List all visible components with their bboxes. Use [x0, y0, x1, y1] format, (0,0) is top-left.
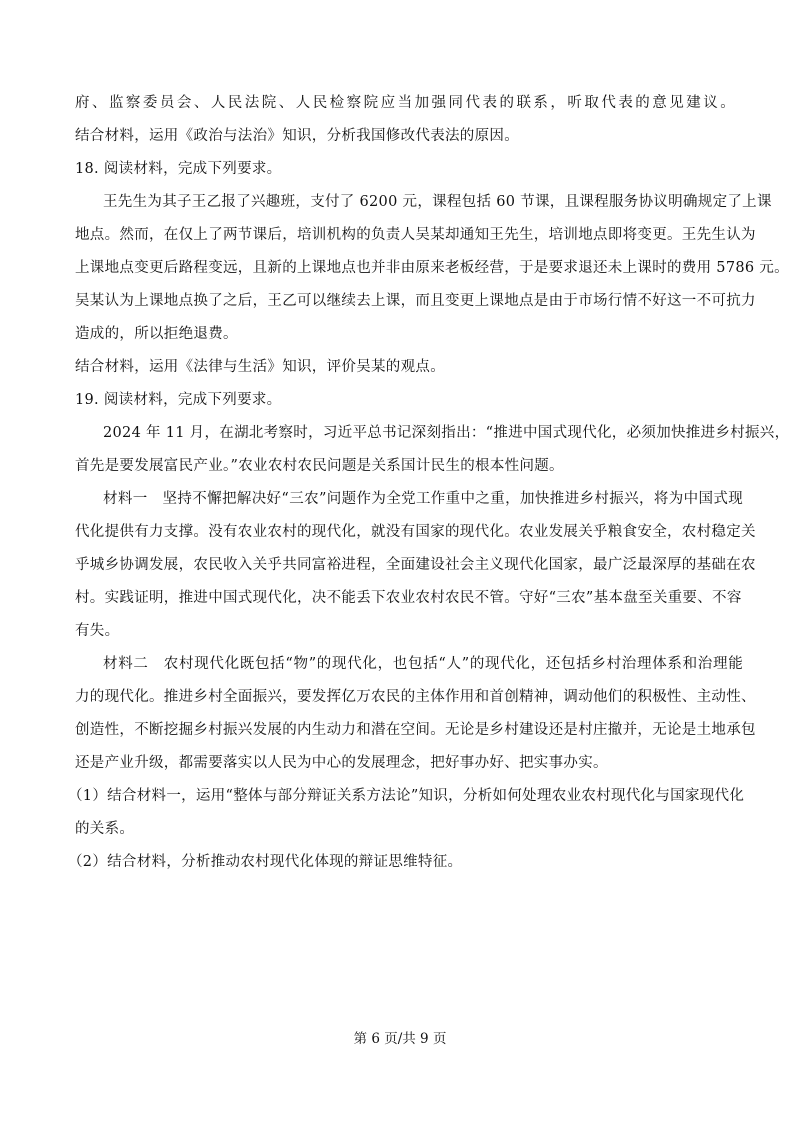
material-one-line: 村。实践证明，推进中国式现代化，决不能丢下农业农村农民不管。守好“三农”基本盘至关重要、不容: [75, 590, 742, 606]
question-prompt: 结合材料，运用《法律与生活》知识，评价吴某的观点。: [75, 359, 445, 375]
material-two-line: 力的现代化。推进乡村全面振兴，要发挥亿万农民的主体作用和首创精神，调动他们的积极性、主动性、: [75, 689, 756, 705]
text-line: 造成的，所以拒绝退费。: [75, 326, 238, 342]
text-line: 府、监察委员会、人民法院、人民检察院应当加强同代表的联系，听取代表的意见建议。: [75, 95, 735, 111]
question-heading: 19. 阅读材料，完成下列要求。: [75, 392, 282, 408]
text-line: 地点。然而，在仅上了两节课后，培训机构的负责人吴某却通知王先生，培训地点即将变更。王先生认为: [75, 227, 756, 243]
material-two-line: 创造性，不断挖掘乡村振兴发展的内生动力和潜在空间。无论是乡村建设还是村庄撤并，无论是土地承包: [75, 722, 756, 738]
sub-question-1: 的关系。: [75, 821, 135, 837]
material-one-line: 代化提供有力支撑。没有农业农村的现代化，就没有国家的现代化。农业发展关乎粮食安全，农村稳定关: [75, 524, 756, 540]
sub-question-2: （2）结合材料，分析推动农村现代化体现的辩证思维特征。: [68, 854, 463, 870]
material-two-line: 还是产业升级，都需要落实以人民为中心的发展理念，把好事办好、把实事办实。: [75, 755, 608, 771]
material-one-line: 乎城乡协调发展，农民收入关乎共同富裕进程，全面建设社会主义现代化国家，最广泛最深厚的基础在农: [75, 557, 756, 573]
page-number: 第 6 页/共 9 页: [353, 1031, 447, 1047]
sub-question-1: （1）结合材料一，运用“整体与部分辩证关系方法论”知识，分析如何处理农业农村现代化与国家现代化: [68, 788, 745, 804]
material-one-line: 材料一 坚持不懈把解决好“三农”问题作为全党工作重中之重，加快推进乡村振兴，将为中国式现: [103, 491, 743, 507]
material-one-line: 有失。: [75, 623, 120, 639]
material-two-line: 材料二 农村现代化既包括“物”的现代化，也包括“人”的现代化，还包括乡村治理体系和治理能: [103, 656, 743, 672]
text-line: 王先生为其子王乙报了兴趣班，支付了 6200 元，课程包括 60 节课，且课程服务协议明确规定了上课: [103, 194, 772, 210]
text-line: 吴某认为上课地点换了之后，王乙可以继续去上课，而且变更上课地点是由于市场行情不好这一不可抗力: [75, 293, 756, 309]
question-prompt: 结合材料，运用《政治与法治》知识，分析我国修改代表法的原因。: [75, 128, 519, 144]
question-heading: 18. 阅读材料，完成下列要求。: [75, 161, 282, 177]
text-line: 首先是要发展富民产业。”农业农村农民问题是关系国计民生的根本性问题。: [75, 458, 564, 474]
text-line: 2024 年 11 月，在湖北考察时，习近平总书记深刻指出：“推进中国式现代化，必须加快推进乡村振兴，: [103, 425, 790, 441]
text-line: 上课地点变更后路程变远，且新的上课地点也并非由原来老板经营，于是要求退还未上课时的费用 5786 元。: [75, 260, 789, 276]
